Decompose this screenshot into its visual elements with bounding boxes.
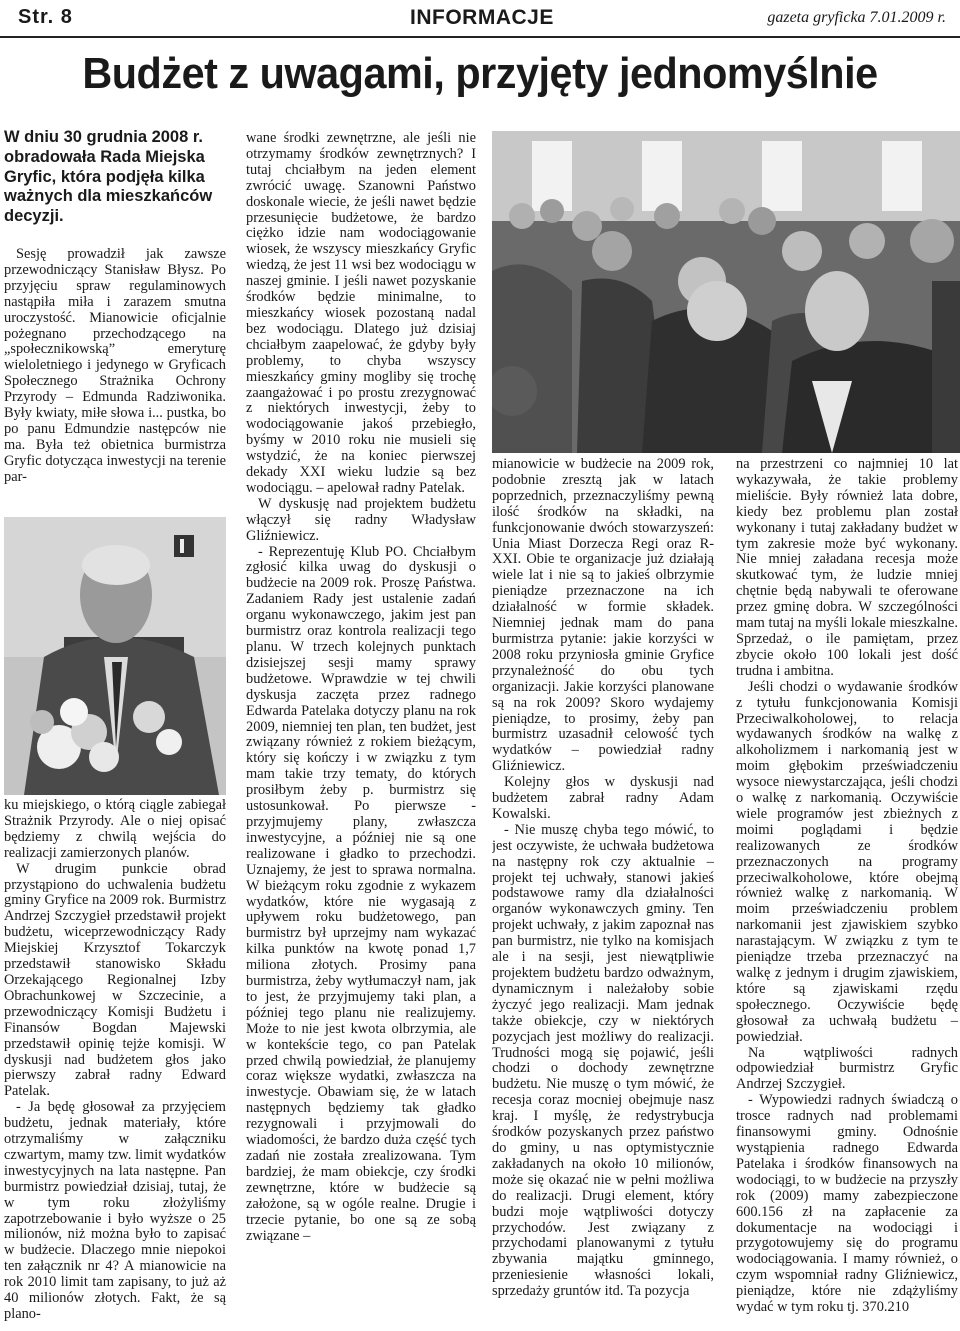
column-3 bbox=[492, 457, 714, 1329]
section-title: INFORMACJE bbox=[410, 6, 554, 29]
article-lead: W dniu 30 grudnia 2008 r. obradowała Rada Miejska Gryfic, która podjęła kilka ważnych dla mieszkańców decyzji. bbox=[4, 128, 213, 226]
paragraph: W drugim punkcie obrad przystąpiono do uchwalenia budżetu gminy Gryfice na 2009 rok. Burmistrz Andrzej Szczygieł przedstawił projekt budżetu, wiceprzewodniczący Rady Miejskiej Krzysztof Tokarczyk przedstawił stanowisko Składu Orzekającego Regionalnej Izby Obrachunkowej w Szczecinie, a przewodniczący Komisji Budżetu i Finansów Bogdan Majewski przedstawił opinię tejże komisji. W dyskusji nad budżetem głos jako pierwszy zabrał radny Edward Patelak. bbox=[4, 860, 226, 1100]
publication-date: gazeta gryficka 7.01.2009 r. bbox=[767, 9, 946, 26]
paragraph: na przestrzeni co najmniej 10 lat wykazywała, że takie problemy mieliście. Były również lata dobre, kiedy bez problemu plan został wykonany i tutaj zakładany budżet w tym zakresie może być wykonany. Nie mniej załadana recesja może skutkować tym, że ludzie mniej chętnie będą nabywali te oferowane przez gminę dobra. W szczególności mam tutaj na myśli lokale mieszkalne. Sprzedaż, o ile pamiętam, przez zbycie około 100 lokali jest dość trudna i ambitna. bbox=[736, 457, 958, 679]
article-headline: Budżet z uwagami, przyjęty jednomyślnie bbox=[82, 49, 878, 98]
paragraph: W dyskusję nad projektem budżetu włączył się radny Władysław Gliźniewicz. bbox=[246, 495, 476, 544]
council-session-photo bbox=[492, 131, 960, 453]
page-header bbox=[0, 0, 960, 40]
column-1-bottom bbox=[4, 798, 226, 1328]
paragraph: Na wątpliwości radnych odpowiedział burmistrz Gryfic Andrzej Szczygieł. bbox=[736, 1044, 958, 1093]
paragraph: - Reprezentuję Klub PO. Chciałbym zgłosić kilka uwag do dyskusji o budżecie na 2009 rok. Proszę Państwa. Zadaniem Rady jest ustalenie zadań organu wykonawczego, jakim jest pan burmistrz oraz kontrola realizacji tego planu. W trzech kolejnych punktach dzisiejszej sesji mamy sprawy budżetowe. Wprawdzie w tej chwili dyskusja zaczęta przez radnego Edwarda Patelaka dotyczy planu na rok 2009, niemniej ten plan, ten budżet, jest związany również z rokiem bieżącym, który się kończy i w związku z tym mam takie trzy tematy, do których prosiłbym żeby p. burmistrz się ustosunkował. Po pierwsze - przyjmujemy plany, zwłaszcza inwestycyjne, a później nie są one realizowane i gładko to przechodzi. Uznajemy, że jest to sprawa normalna. W bieżącym roku zgodnie z wykazem wydatków, które nie wygasają z upływem roku budżetowego, pan burmistrz był uprzejmy nam wykazać kilka punktów na kwotę ponad 1,7 miliona złotych. Prosimy pana burmistrza, żeby wytłumaczył nam, jak to jest, że przyjmujemy taki plan, a później tego planu nie realizujemy. Może to nie jest kwota olbrzymia, ale w kontekście tego, co pan Patelak przed chwilą powiedział, że planujemy coraz większe wydatki, zwłaszcza na inwestycje. Obawiam się, że w latach następnych będziemy tak gładko rezygnowali i przyjmowali do wiadomości, że bardzo duża część tych zadań nie została zrealizowana. Tym bardziej, że mam obiekcje, czy środki zewnętrzne, które w budżecie są założone, są w ogóle realne. Drugie i trzecie pytanie, bo one są ze sobą związane – bbox=[246, 543, 476, 1244]
paragraph: Jeśli chodzi o wydawanie środków z tytułu funkcjonowania Komisji Przeciwalkoholowej, to relacja wydawanych środków na walkę z alkoholizmem i narkomanią jest w moim głębokim przeświadczeniu wysoce niewystarczająca, jeśli chodzi o walkę z narkomanią. Oczywiście wiele programów jest zbieżnych z moimi poglądami i będzie realizowanych ze środków przeznaczonych na programy przeciwalkoholowe, które obejmą również walkę z narkomanią. W moim przeświadczeniu problem narkomanii jest zjawiskiem szybko narastającym. W związku z tym te pieniądze trzeba przeznaczyć na walkę z jednym i drugim zjawiskiem, które są zjawiskami rzędu społecznego. Oczywiście będę głosował za uchwałą budżetu – powiedział. bbox=[736, 678, 958, 1045]
paragraph: ku miejskiego, o którą ciągle zabiegał Strażnik Przyrody. Ale o niej opisać będziemy z chwilą wejścia do realizacji zamierzonych planów. bbox=[4, 798, 226, 861]
page-number: Str. 8 bbox=[18, 6, 73, 28]
column-1-top bbox=[4, 128, 226, 513]
paragraph: mianowicie w budżecie na 2009 rok, podobnie zresztą jak w latach poprzednich, przeznaczyliśmy pewną ilość środków na składki, na funkcjonowanie dwóch stowarzyszeń: Unia Miast Dorzecza Regi oraz R-XXI. Obie te organizacje już działają wiele lat i nie są to jakieś olbrzymie pieniądze przeznaczone na ich działalność w formie składek. Niemniej jednak mam do pana burmistrza pytanie: jakie korzyści w 2008 roku przyniosła gminie Gryfice przynależność do obu tych organizacji. Jakie korzyści planowane są na rok 2009? Skoro wydajemy pieniądze, to prosimy, żeby pan burmistrz uzasadnił celowość tych wydatków – powiedział radny Gliźniewicz. bbox=[492, 457, 714, 775]
paragraph: wane środki zewnętrzne, ale jeśli nie otrzymamy środków zewnętrznych? I tutaj chciałbym na jeden element zwrócić uwagę. Szanowni Państwo doskonale wiecie, że jeśli nawet będzie przesunięcie budżetowe, że bardzo ciężko idzie nam wodociągowanie wiosek, że wszyscy mieszkańcy Gryfic wiedzą, że jest 11 wsi bez wodociągu w naszej gminie. I jeśli nawet pozyskanie środków będzie minimalne, to mieszkańcy wiosek pozostaną nadal bez wodociągu. Dlatego już dzisiaj chciałbym zaapelować, że gdyby były problemy, to chyba wszyscy mieszkańcy gminy mogliby się trochę zaangażować i po prostu zrezygnować z niektórych inwestycji, żeby to wodociągowanie jakoś przebiegło, byśmy w 2010 roku nie musieli się wstydzić, że na koniec pierwszej dekady XXI wieku ludzie są bez wodociągu. – apelował radny Patelak. bbox=[246, 131, 476, 496]
paragraph: Kolejny głos w dyskusji nad budżetem zabrał radny Adam Kowalski. bbox=[492, 774, 714, 822]
header-rule bbox=[0, 36, 960, 38]
portrait-photo bbox=[4, 517, 226, 795]
paragraph: - Ja będę głosował za przyjęciem budżetu, jednak materiały, które otrzymaliśmy w załączniku czwartym, mamy tzw. limit wydatków inwestycyjnych na lata następne. Pan burmistrz powiedział dzisiaj, tutaj, że w tym roku złożyliśmy zapotrzebowanie i było wyższe o 25 milionów, niż można było to zapisać w budżecie. Dlaczego mnie niepokoi ten załącznik nr 4? A mianowicie na rok 2010 limit tam zapisany, to już aż 40 milionów złotych. Fakt, że są plano- bbox=[4, 1099, 226, 1322]
column-4 bbox=[736, 457, 958, 1329]
paragraph: - Wypowiedzi radnych świadczą o trosce radnych nad problemami finansowymi gminy. Odnośnie wystąpienia radnego Edwarda Patelaka i środków finansowych na wodociągi, to w budżecie na przyszły rok (2009) mamy zabezpieczone 600.156 zł na zapłacenie za dokumentacje na wodociągi i przygotowujemy się do programu wodociągowania. I mamy również, o czym wspomniał radny Gliźniewicz, pieniądze, które nie zdążyliśmy wydać w tym roku tj. 370.210 bbox=[736, 1092, 958, 1316]
paragraph: - Nie muszę chyba tego mówić, to jest oczywiste, że uchwała budżetowa na następny rok czy aktualnie – projekt tej uchwały, stanowi jakieś podstawowe ramy dla działalności organów wykonawczych gminy. Ten projekt uchwały, z jakim zapoznał nas pan burmistrz, nie tylko na komisjach ale i na sesji, jest niewątpliwie projektem budżetu bardzo odważnym, dynamicznym i należałoby sobie życzyć jego realizacji. Mam jednak także obiekcje, czy w niektórych pozycjach jest możliwy do realizacji. Trudności mogą się pojawić, jeśli chodzi o dochody zewnętrzne budżetu. Nie muszę o tym mówić, że recesja coraz mocniej obejmuje nasz kraj. I myślę, że redystrybucja środków pozyskanych przez państwo do gminy, u nas optymistycznie zakładanych na około 10 milionów, może się okazać nie w pełni możliwa do realizacji. Drugi element, który budzi moje wątpliwości dotyczy przychodów. Jest związany z przychodami planowanymi z tytułu zbywania majątku gminnego, przeniesienie własności lokali, sprzedaży gruntów itd. Ta pozycja bbox=[492, 821, 714, 1300]
paragraph: Sesję prowadził jak zawsze przewodniczący Stanisław Błysz. Po przyjęciu spraw regulaminowych nastąpiła miła i zarazem smutna uroczystość. Mianowicie oficjalnie pożegnano przechodzącego na „społecznikowską” emeryturę wieloletniego i jedynego w Gryficach Społecznego Strażnika Ochrony Przyrody – Edmunda Radziwonika. Były kwiaty, miłe słowa i... pustka, bo po panu Edmundzie następców nie ma. Była też obietnica burmistrza Gryfic dotycząca inwestycji na terenie par- bbox=[4, 245, 226, 485]
column-2 bbox=[246, 131, 476, 1329]
